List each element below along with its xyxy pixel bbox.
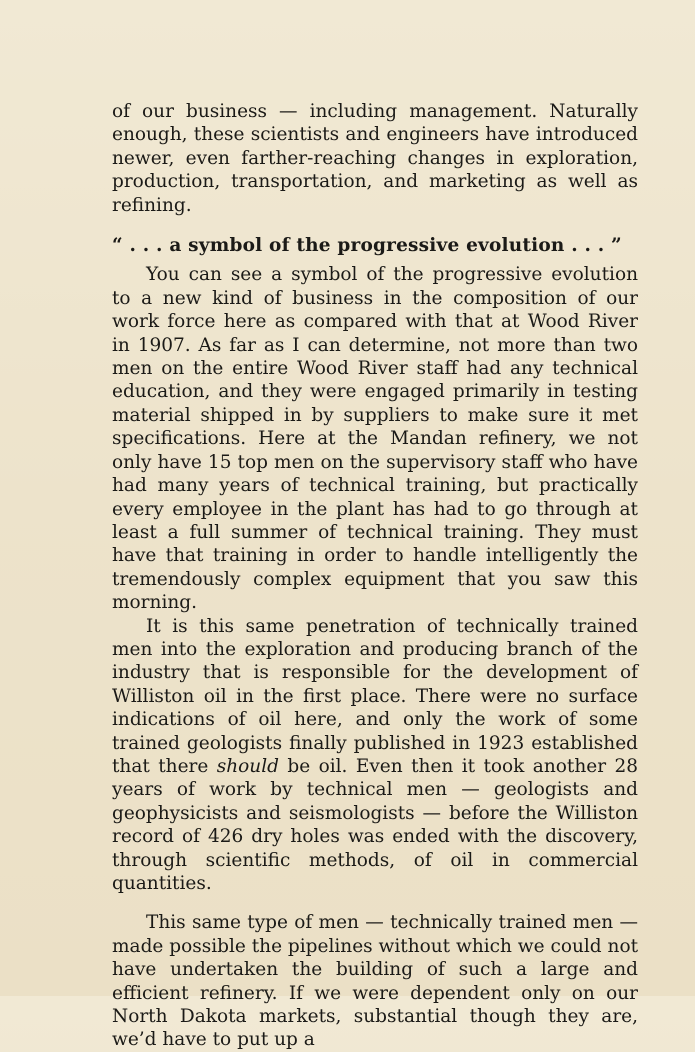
paragraph-work-force: You can see a symbol of the progressive evolution to a new kind of business in the composition of our work force here as compared with that at Wood River in 1907. As far as I can determine, not more than two men on the entire Wood River staff had any technical education, and they were engaged primarily in testing material shipped in by suppliers to make sure it met specifications. Here at the Mandan refinery, we not only have 15 top men on the supervisory staff who have had many years of technical training, but practically every employee in the plant has had to go through at least a full summer of technical training. They must have that training in order to handle intelligently the tremendously complex equipment that you saw this morning. <box>112 264 638 614</box>
emphasis-should: should <box>216 755 279 777</box>
paragraph-williston-oil <box>112 615 638 896</box>
document-page <box>112 100 638 1052</box>
section-heading: “ . . . a symbol of the progressive evolution . . . ” <box>112 235 622 257</box>
paragraph-continuation: of our business — including management. Naturally enough, these scientists and engineers have introduced newer, even farther-reaching changes in exploration, production, transportation, and marketing as well as refining. <box>112 101 638 216</box>
paragraph-gap <box>112 895 638 911</box>
paragraph-williston-oil-text-2: be oil. Even then it took another 28 years of work by technical men — geologists and geophysicists and seismologists — before the Williston record of 426 dry holes was ended with the discovery, through scientific methods, of oil in commercial quantities. <box>112 755 638 894</box>
paragraph-pipelines: This same type of men — technically trained men — made possible the pipelines without which we could not have undertaken the building of such a large and efficient refinery. If we were dependent only on our North Dakota markets, substantial though they are, we’d have to put up a <box>112 912 639 1051</box>
paragraph-williston-oil-text-1: It is this same penetration of technically trained men into the exploration and producing branch of the industry that is responsible for the development of Williston oil in the first place. There were no surface indications of oil here, and only the work of some trained geologists finally published in 1923 established that there <box>112 615 638 777</box>
